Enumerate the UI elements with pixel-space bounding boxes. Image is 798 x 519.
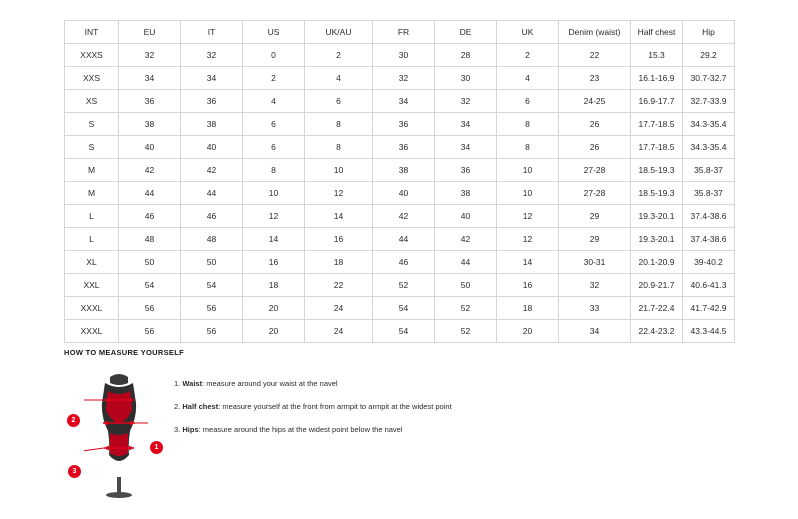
cell-eu: 38	[119, 113, 181, 136]
cell-it: 34	[181, 67, 243, 90]
column-header-int: INT	[65, 21, 119, 44]
cell-uk-au: 2	[305, 44, 373, 67]
cell-denim-waist: 29	[559, 205, 631, 228]
cell-hip: 35.8-37	[683, 182, 735, 205]
table-row	[65, 205, 735, 228]
cell-fr: 42	[373, 205, 435, 228]
cell-fr: 36	[373, 136, 435, 159]
cell-eu: 54	[119, 274, 181, 297]
step-text-hips: : measure around the hips at the widest point below the navel	[198, 425, 403, 434]
size-table-head	[65, 21, 735, 44]
cell-hip: 35.8-37	[683, 159, 735, 182]
cell-fr: 40	[373, 182, 435, 205]
table-row	[65, 320, 735, 343]
cell-it: 42	[181, 159, 243, 182]
table-row	[65, 251, 735, 274]
column-header-half-chest: Half chest	[631, 21, 683, 44]
measure-step-half-chest	[174, 402, 734, 411]
cell-uk-au: 10	[305, 159, 373, 182]
how-to-measure-title: HOW TO MEASURE YOURSELF	[64, 348, 184, 357]
cell-us: 6	[243, 113, 305, 136]
mannequin-marker-3: 3	[68, 465, 81, 478]
cell-uk: 4	[497, 67, 559, 90]
cell-uk: 14	[497, 251, 559, 274]
how-to-measure-section	[64, 348, 734, 499]
table-row	[65, 159, 735, 182]
measure-step-hips	[174, 425, 734, 434]
cell-fr: 54	[373, 320, 435, 343]
cell-us: 20	[243, 320, 305, 343]
size-table-body	[65, 44, 735, 343]
cell-us: 14	[243, 228, 305, 251]
cell-eu: 50	[119, 251, 181, 274]
cell-us: 10	[243, 182, 305, 205]
cell-eu: 42	[119, 159, 181, 182]
cell-uk: 8	[497, 136, 559, 159]
cell-fr: 44	[373, 228, 435, 251]
cell-it: 54	[181, 274, 243, 297]
cell-eu: 44	[119, 182, 181, 205]
cell-fr: 36	[373, 113, 435, 136]
cell-hip: 29.2	[683, 44, 735, 67]
cell-denim-waist: 27-28	[559, 159, 631, 182]
cell-uk: 12	[497, 228, 559, 251]
measure-step-waist	[174, 379, 734, 388]
cell-de: 34	[435, 113, 497, 136]
cell-uk-au: 4	[305, 67, 373, 90]
cell-eu: 36	[119, 90, 181, 113]
cell-hip: 41.7-42.9	[683, 297, 735, 320]
column-header-it: IT	[181, 21, 243, 44]
cell-us: 0	[243, 44, 305, 67]
cell-hip: 39-40.2	[683, 251, 735, 274]
cell-half-chest: 19.3-20.1	[631, 205, 683, 228]
column-header-de: DE	[435, 21, 497, 44]
cell-de: 36	[435, 159, 497, 182]
table-row	[65, 274, 735, 297]
cell-denim-waist: 33	[559, 297, 631, 320]
cell-int: L	[65, 228, 119, 251]
cell-uk-au: 24	[305, 320, 373, 343]
cell-int: M	[65, 182, 119, 205]
column-header-hip: Hip	[683, 21, 735, 44]
cell-de: 50	[435, 274, 497, 297]
cell-hip: 40.6-41.3	[683, 274, 735, 297]
cell-uk-au: 16	[305, 228, 373, 251]
cell-half-chest: 17.7-18.5	[631, 113, 683, 136]
cell-half-chest: 16.9-17.7	[631, 90, 683, 113]
cell-eu: 56	[119, 320, 181, 343]
cell-denim-waist: 26	[559, 113, 631, 136]
cell-it: 36	[181, 90, 243, 113]
cell-eu: 32	[119, 44, 181, 67]
cell-hip: 34.3-35.4	[683, 136, 735, 159]
cell-de: 42	[435, 228, 497, 251]
cell-de: 52	[435, 297, 497, 320]
cell-uk-au: 22	[305, 274, 373, 297]
cell-eu: 56	[119, 297, 181, 320]
step-text-waist: : measure around your waist at the navel	[202, 379, 338, 388]
cell-eu: 46	[119, 205, 181, 228]
cell-uk: 20	[497, 320, 559, 343]
table-row	[65, 113, 735, 136]
cell-int: XXS	[65, 67, 119, 90]
column-header-uk-au: UK/AU	[305, 21, 373, 44]
table-row	[65, 182, 735, 205]
cell-denim-waist: 34	[559, 320, 631, 343]
cell-uk-au: 8	[305, 136, 373, 159]
cell-hip: 30.7-32.7	[683, 67, 735, 90]
cell-int: M	[65, 159, 119, 182]
cell-int: S	[65, 136, 119, 159]
cell-int: XL	[65, 251, 119, 274]
cell-denim-waist: 23	[559, 67, 631, 90]
cell-half-chest: 18.5-19.3	[631, 159, 683, 182]
cell-half-chest: 20.1-20.9	[631, 251, 683, 274]
cell-eu: 34	[119, 67, 181, 90]
cell-int: XXL	[65, 274, 119, 297]
step-text-half-chest: : measure yourself at the front from armpit to armpit at the widest point	[218, 402, 452, 411]
cell-hip: 37.4-38.6	[683, 228, 735, 251]
cell-denim-waist: 26	[559, 136, 631, 159]
cell-hip: 37.4-38.6	[683, 205, 735, 228]
mannequin-figure	[64, 369, 174, 499]
cell-uk-au: 8	[305, 113, 373, 136]
measure-steps-list	[174, 369, 734, 448]
cell-de: 44	[435, 251, 497, 274]
cell-us: 2	[243, 67, 305, 90]
mannequin-icon	[84, 369, 154, 499]
column-header-uk: UK	[497, 21, 559, 44]
cell-half-chest: 18.5-19.3	[631, 182, 683, 205]
cell-it: 56	[181, 320, 243, 343]
how-to-measure-body	[64, 369, 734, 499]
cell-fr: 32	[373, 67, 435, 90]
mannequin-marker-2: 2	[67, 414, 80, 427]
table-row	[65, 44, 735, 67]
size-table	[64, 20, 735, 343]
step-number-3: 3.	[174, 425, 181, 434]
cell-it: 56	[181, 297, 243, 320]
mannequin-marker-1: 1	[150, 441, 163, 454]
cell-uk-au: 14	[305, 205, 373, 228]
cell-denim-waist: 30-31	[559, 251, 631, 274]
cell-us: 8	[243, 159, 305, 182]
column-header-eu: EU	[119, 21, 181, 44]
column-header-denim-waist: Denim (waist)	[559, 21, 631, 44]
cell-uk: 10	[497, 182, 559, 205]
step-term-hips: Hips	[182, 425, 199, 434]
cell-us: 18	[243, 274, 305, 297]
cell-denim-waist: 22	[559, 44, 631, 67]
table-row	[65, 136, 735, 159]
size-table-container	[64, 20, 734, 343]
cell-us: 16	[243, 251, 305, 274]
cell-eu: 40	[119, 136, 181, 159]
cell-de: 32	[435, 90, 497, 113]
cell-uk-au: 6	[305, 90, 373, 113]
cell-it: 48	[181, 228, 243, 251]
cell-uk: 10	[497, 159, 559, 182]
cell-uk-au: 24	[305, 297, 373, 320]
cell-half-chest: 20.9-21.7	[631, 274, 683, 297]
step-number-1: 1.	[174, 379, 181, 388]
cell-uk: 6	[497, 90, 559, 113]
step-number-2: 2.	[174, 402, 181, 411]
cell-fr: 54	[373, 297, 435, 320]
cell-it: 50	[181, 251, 243, 274]
table-row	[65, 67, 735, 90]
cell-int: L	[65, 205, 119, 228]
cell-uk: 16	[497, 274, 559, 297]
cell-half-chest: 19.3-20.1	[631, 228, 683, 251]
cell-it: 32	[181, 44, 243, 67]
cell-it: 46	[181, 205, 243, 228]
cell-int: S	[65, 113, 119, 136]
cell-int: XXXL	[65, 320, 119, 343]
cell-us: 12	[243, 205, 305, 228]
cell-eu: 48	[119, 228, 181, 251]
cell-half-chest: 21.7-22.4	[631, 297, 683, 320]
cell-uk: 12	[497, 205, 559, 228]
cell-denim-waist: 27-28	[559, 182, 631, 205]
cell-it: 40	[181, 136, 243, 159]
cell-hip: 34.3-35.4	[683, 113, 735, 136]
cell-us: 4	[243, 90, 305, 113]
cell-us: 20	[243, 297, 305, 320]
cell-fr: 30	[373, 44, 435, 67]
cell-half-chest: 16.1-16.9	[631, 67, 683, 90]
cell-fr: 34	[373, 90, 435, 113]
step-term-half-chest: Half chest	[182, 402, 219, 411]
cell-hip: 32.7-33.9	[683, 90, 735, 113]
column-header-fr: FR	[373, 21, 435, 44]
cell-int: XXXS	[65, 44, 119, 67]
cell-hip: 43.3-44.5	[683, 320, 735, 343]
cell-uk: 2	[497, 44, 559, 67]
cell-it: 44	[181, 182, 243, 205]
cell-int: XXXL	[65, 297, 119, 320]
cell-denim-waist: 24-25	[559, 90, 631, 113]
cell-fr: 38	[373, 159, 435, 182]
cell-uk: 8	[497, 113, 559, 136]
cell-de: 38	[435, 182, 497, 205]
cell-uk-au: 12	[305, 182, 373, 205]
cell-denim-waist: 32	[559, 274, 631, 297]
cell-half-chest: 17.7-18.5	[631, 136, 683, 159]
cell-de: 52	[435, 320, 497, 343]
table-row	[65, 297, 735, 320]
cell-fr: 52	[373, 274, 435, 297]
table-row	[65, 90, 735, 113]
step-term-waist: Waist	[182, 379, 203, 388]
cell-de: 34	[435, 136, 497, 159]
cell-us: 6	[243, 136, 305, 159]
cell-uk: 18	[497, 297, 559, 320]
cell-int: XS	[65, 90, 119, 113]
cell-uk-au: 18	[305, 251, 373, 274]
cell-it: 38	[181, 113, 243, 136]
cell-half-chest: 15.3	[631, 44, 683, 67]
column-header-us: US	[243, 21, 305, 44]
cell-fr: 46	[373, 251, 435, 274]
table-row	[65, 228, 735, 251]
table-header-row	[65, 21, 735, 44]
cell-de: 28	[435, 44, 497, 67]
cell-de: 40	[435, 205, 497, 228]
cell-denim-waist: 29	[559, 228, 631, 251]
cell-half-chest: 22.4-23.2	[631, 320, 683, 343]
cell-de: 30	[435, 67, 497, 90]
